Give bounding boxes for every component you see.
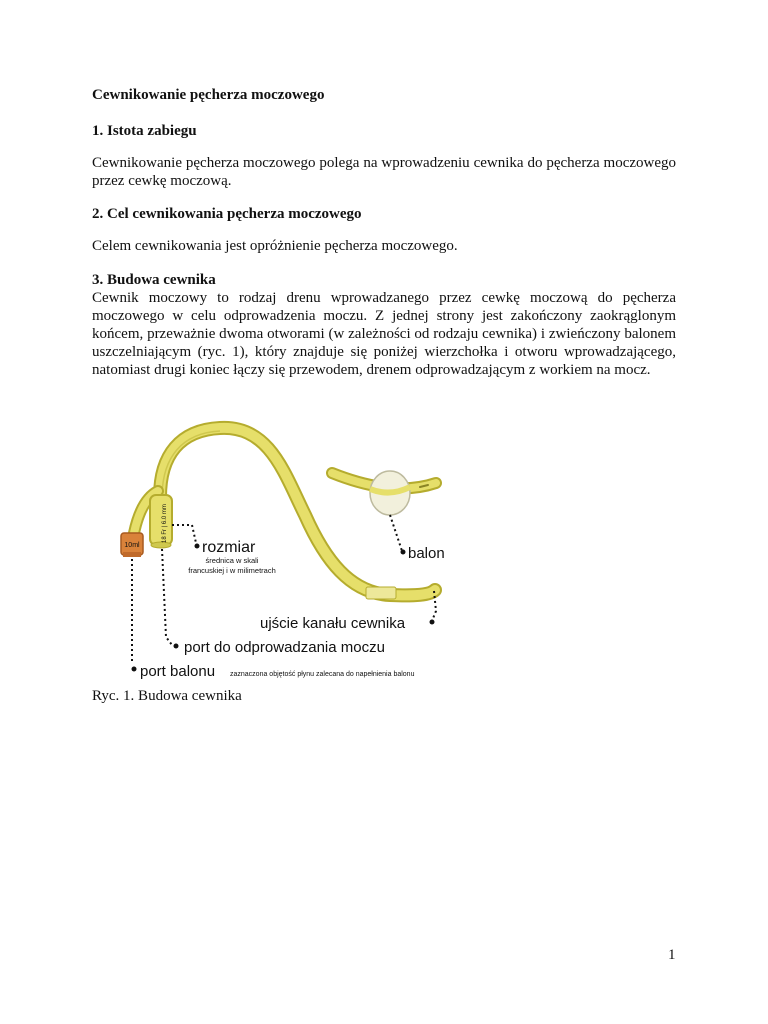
leader-rozmiar xyxy=(172,525,196,543)
label-rozmiar-note-1: średnica w skali xyxy=(205,556,259,565)
leader-balon xyxy=(390,515,402,551)
label-ujscie: ujście kanału cewnika xyxy=(260,615,406,632)
volume-marking: 10ml xyxy=(124,542,140,549)
page-number: 1 xyxy=(668,947,676,963)
section-text-3: Cewnik moczowy to rodzaj drenu wprowadzanego przez cewkę moczową do pęcherza moczowego w celu odprowadzenia moczu. Z jednej strony jest zakończony zaokrąglonym końcem, przeważnie dwoma otworami (w zależności od rodzaju cewnika) i zwieńczony balonem uszczelniającym (ryc. 1), który znajduje się poniżej wierzchołka i otworu wprowadzającego, natomiast drugi koniec łączy się przewodem, drenem odprowadzającym z workiem na mocz. xyxy=(92,290,676,378)
drainage-port xyxy=(150,495,172,545)
section-heading-3: 3. Budowa cewnika xyxy=(92,272,216,288)
leader-dot-rozmiar xyxy=(195,544,200,549)
section-text-1: Cewnikowanie pęcherza moczowego polega na wprowadzeniu cewnika do pęcherza moczowego przez cewkę moczową. xyxy=(92,155,676,189)
label-port-odprowadzania: port do odprowadzania moczu xyxy=(184,639,385,656)
label-rozmiar-note-2: francuskiej i w milimetrach xyxy=(188,566,276,575)
label-port-balonu-note: zaznaczona objętość płynu zalecana do napełnienia balonu xyxy=(230,671,415,678)
catheter-diagram xyxy=(100,415,480,685)
drainage-port-opening xyxy=(151,542,171,548)
leader-dot-port-odprowadzania xyxy=(174,644,179,649)
label-rozmiar: rozmiar xyxy=(202,539,256,556)
label-balon: balon xyxy=(408,545,445,562)
leader-port-odprowadzania xyxy=(162,549,172,645)
label-port-balonu: port balonu xyxy=(140,663,216,680)
size-marking: 18 Fr | 6.0 mm xyxy=(162,504,168,543)
outlet-segment xyxy=(366,587,396,599)
document-title: Cewnikowanie pęcherza moczowego xyxy=(92,87,325,103)
leader-dot-ujscie xyxy=(430,620,435,625)
figure-caption: Ryc. 1. Budowa cewnika xyxy=(92,688,242,704)
section-heading-2: 2. Cel cewnikowania pęcherza moczowego xyxy=(92,206,362,222)
catheter-figure xyxy=(100,415,480,685)
balloon-port-cap-base xyxy=(123,552,141,557)
leader-dot-balon xyxy=(401,550,406,555)
leader-dot-port-balonu xyxy=(132,667,137,672)
section-heading-1: 1. Istota zabiegu xyxy=(92,123,197,139)
section-text-2: Celem cewnikowania jest opróżnienie pęcherza moczowego. xyxy=(92,238,458,254)
